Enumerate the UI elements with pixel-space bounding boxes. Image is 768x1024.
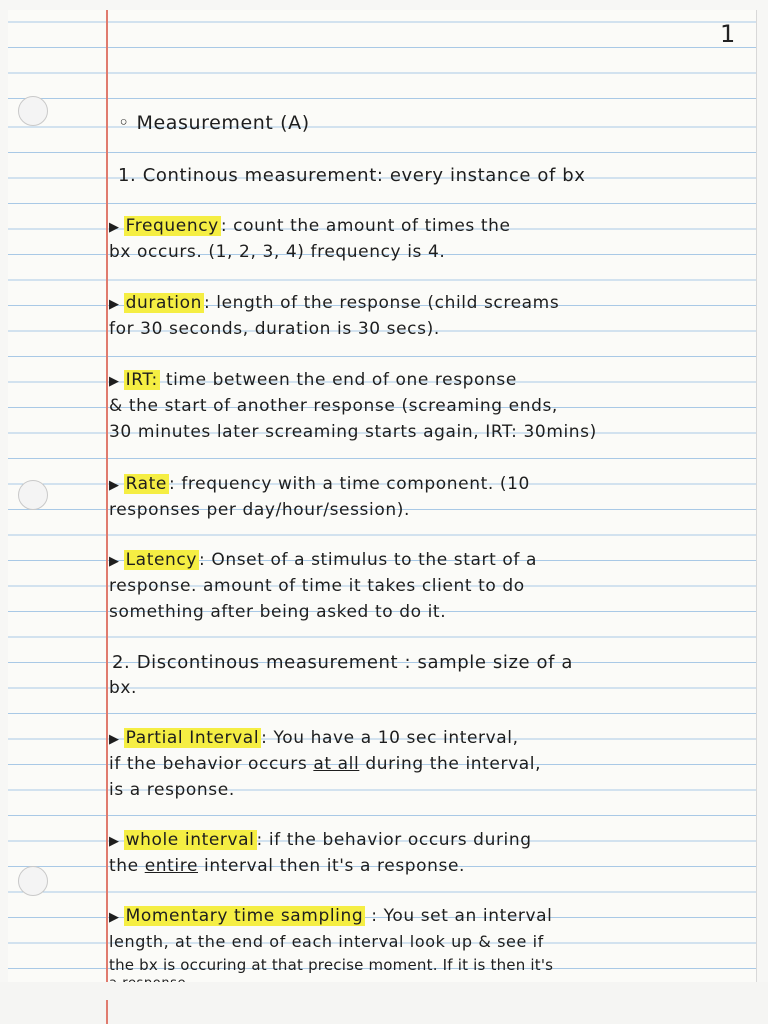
whole-text-a: the <box>109 856 145 876</box>
latency-line-2: response. amount of time it takes client to do <box>109 576 525 596</box>
whole-line-1 <box>109 830 532 850</box>
rate-text: : frequency with a time component. (10 <box>169 474 530 494</box>
whole-underlined: entire <box>144 856 198 876</box>
frequency-line-1 <box>109 216 511 236</box>
bullet-icon: ▶ <box>109 374 120 389</box>
bullet-icon: ▶ <box>109 910 120 925</box>
bullet-icon: ▶ <box>109 554 120 569</box>
partial-line-2 <box>109 754 541 774</box>
latency-line-1 <box>109 550 537 570</box>
latency-text: : Onset of a stimulus to the start of a <box>199 550 538 570</box>
partial-text: : You have a 10 sec interval, <box>261 728 519 748</box>
irt-text: time between the end of one response <box>159 370 517 390</box>
momentary-line-3: the bx is occuring at that precise moment. If it is then it's <box>109 956 554 974</box>
rate-term: Rate <box>125 474 167 494</box>
bullet-icon: ▶ <box>109 478 120 493</box>
whole-text-b: interval then it's a response. <box>198 856 466 876</box>
whole-text: : if the behavior occurs during <box>256 830 532 850</box>
margin-line-bottom <box>106 1000 108 1024</box>
partial-term: Partial Interval <box>125 728 260 748</box>
latency-term: Latency <box>125 550 198 570</box>
duration-text: : length of the response (child screams <box>203 293 560 313</box>
irt-line-2: & the start of another response (screaming ends, <box>109 396 558 416</box>
discontinuous-heading: 2. Discontinous measurement : sample size of a <box>112 652 574 673</box>
partial-underlined: at all <box>313 754 360 774</box>
page-number: 1 <box>720 20 736 48</box>
irt-line-3: 30 minutes later screaming starts again, IRT: 30mins) <box>109 422 597 442</box>
margin-line <box>106 10 108 982</box>
partial-line-1 <box>109 728 519 748</box>
frequency-term: Frequency <box>125 216 219 236</box>
binder-hole <box>18 96 48 126</box>
partial-text-b: during the interval, <box>359 754 542 774</box>
momentary-text: : You set an interval <box>365 906 553 926</box>
irt-term: IRT: <box>125 370 158 390</box>
bullet-icon: ▶ <box>109 220 120 235</box>
notebook-page <box>8 10 757 982</box>
frequency-line-2: bx occurs. (1, 2, 3, 4) frequency is 4. <box>109 242 446 262</box>
partial-line-3: is a response. <box>109 780 235 800</box>
bullet-icon: ▶ <box>109 297 120 312</box>
bullet-icon: ▶ <box>109 732 120 747</box>
rate-line-1 <box>109 474 530 494</box>
frequency-text: : count the amount of times the <box>220 216 511 236</box>
duration-line-2: for 30 seconds, duration is 30 secs). <box>109 319 440 339</box>
rate-line-2: responses per day/hour/session). <box>109 500 410 520</box>
latency-line-3: something after being asked to do it. <box>109 602 447 622</box>
bullet-icon: ▶ <box>109 834 120 849</box>
duration-line-1 <box>109 293 559 313</box>
whole-term: whole interval <box>125 830 255 850</box>
binder-hole <box>18 866 48 896</box>
momentary-line-2: length, at the end of each interval look up & see if <box>109 932 544 951</box>
momentary-term: Momentary time sampling <box>125 906 364 926</box>
whole-line-2 <box>109 856 465 876</box>
continuous-heading: 1. Continous measurement: every instance of bx <box>118 165 586 186</box>
duration-term: duration <box>125 293 202 313</box>
section-title: ◦ Measurement (A) <box>118 112 310 134</box>
partial-text-a: if the behavior occurs <box>109 754 314 774</box>
discontinuous-line-2: bx. <box>109 678 138 698</box>
binder-hole <box>18 480 48 510</box>
page-bottom-margin <box>0 982 768 1024</box>
irt-line-1 <box>109 370 517 390</box>
momentary-line-1 <box>109 906 553 926</box>
